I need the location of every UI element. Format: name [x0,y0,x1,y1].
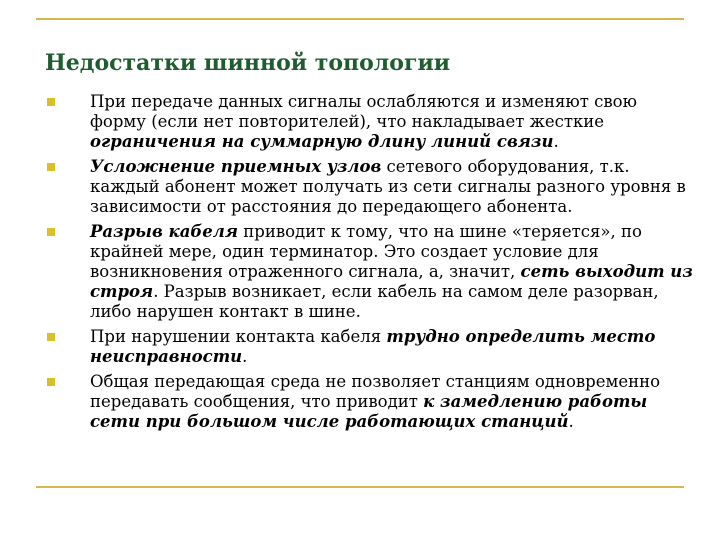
bottom-divider [36,486,684,488]
bullet-1-emphasis: ограничения на суммарную длину линий связи [90,132,554,151]
bullet-5-tail: . [568,412,574,431]
bullet-item-1 [45,92,695,152]
bullet-1-text: При передаче данных сигналы ослабляются и изменяют свою форму (если нет повторителей), что накладывает жесткие [90,92,637,131]
bullet-item-3 [45,222,695,322]
bullet-5-emphasis: к замедлению работы сети при большом числе работающих станций [90,392,648,431]
bullet-item-4 [45,327,695,367]
bullet-3-text: приводит к тому, что на шине «теряется», по крайней мере, один терминатор. Это создает условие для возникновения отраженного сигнала, а, значит, [90,222,642,281]
bullet-4-text: При нарушении контакта кабеля [90,327,387,346]
square-bullet-icon [47,163,55,171]
bullet-item-5 [45,372,695,432]
square-bullet-icon [47,98,55,106]
bullet-1-tail: . [553,132,559,151]
bullet-3-tail: . Разрыв возникает, если кабель на самом деле разорван, либо нарушен контакт в шине. [90,282,659,321]
square-bullet-icon [47,378,55,386]
bullet-list [45,92,695,437]
square-bullet-icon [47,333,55,341]
bullet-2-emphasis: Усложнение приемных узлов [90,157,382,176]
bullet-3-emphasis: Разрыв кабеля [90,222,239,241]
bullet-5-text: Общая передающая среда не позволяет станциям одновременно передавать сообщения, что приводит [90,372,661,411]
bullet-3-emphasis-2: сеть выходит из строя [90,262,693,301]
square-bullet-icon [47,228,55,236]
bullet-4-tail: . [242,347,248,366]
bullet-item-2 [45,157,695,217]
bullet-2-text: сетевого оборудования, т.к. каждый абонент может получать из сети сигналы разного уровня в зависимости от расстояния до передающего абонента. [90,157,686,216]
bullet-4-emphasis: трудно определить место неисправности [90,327,656,366]
top-divider [36,18,684,20]
slide-title: Недостатки шинной топологии [45,50,451,76]
